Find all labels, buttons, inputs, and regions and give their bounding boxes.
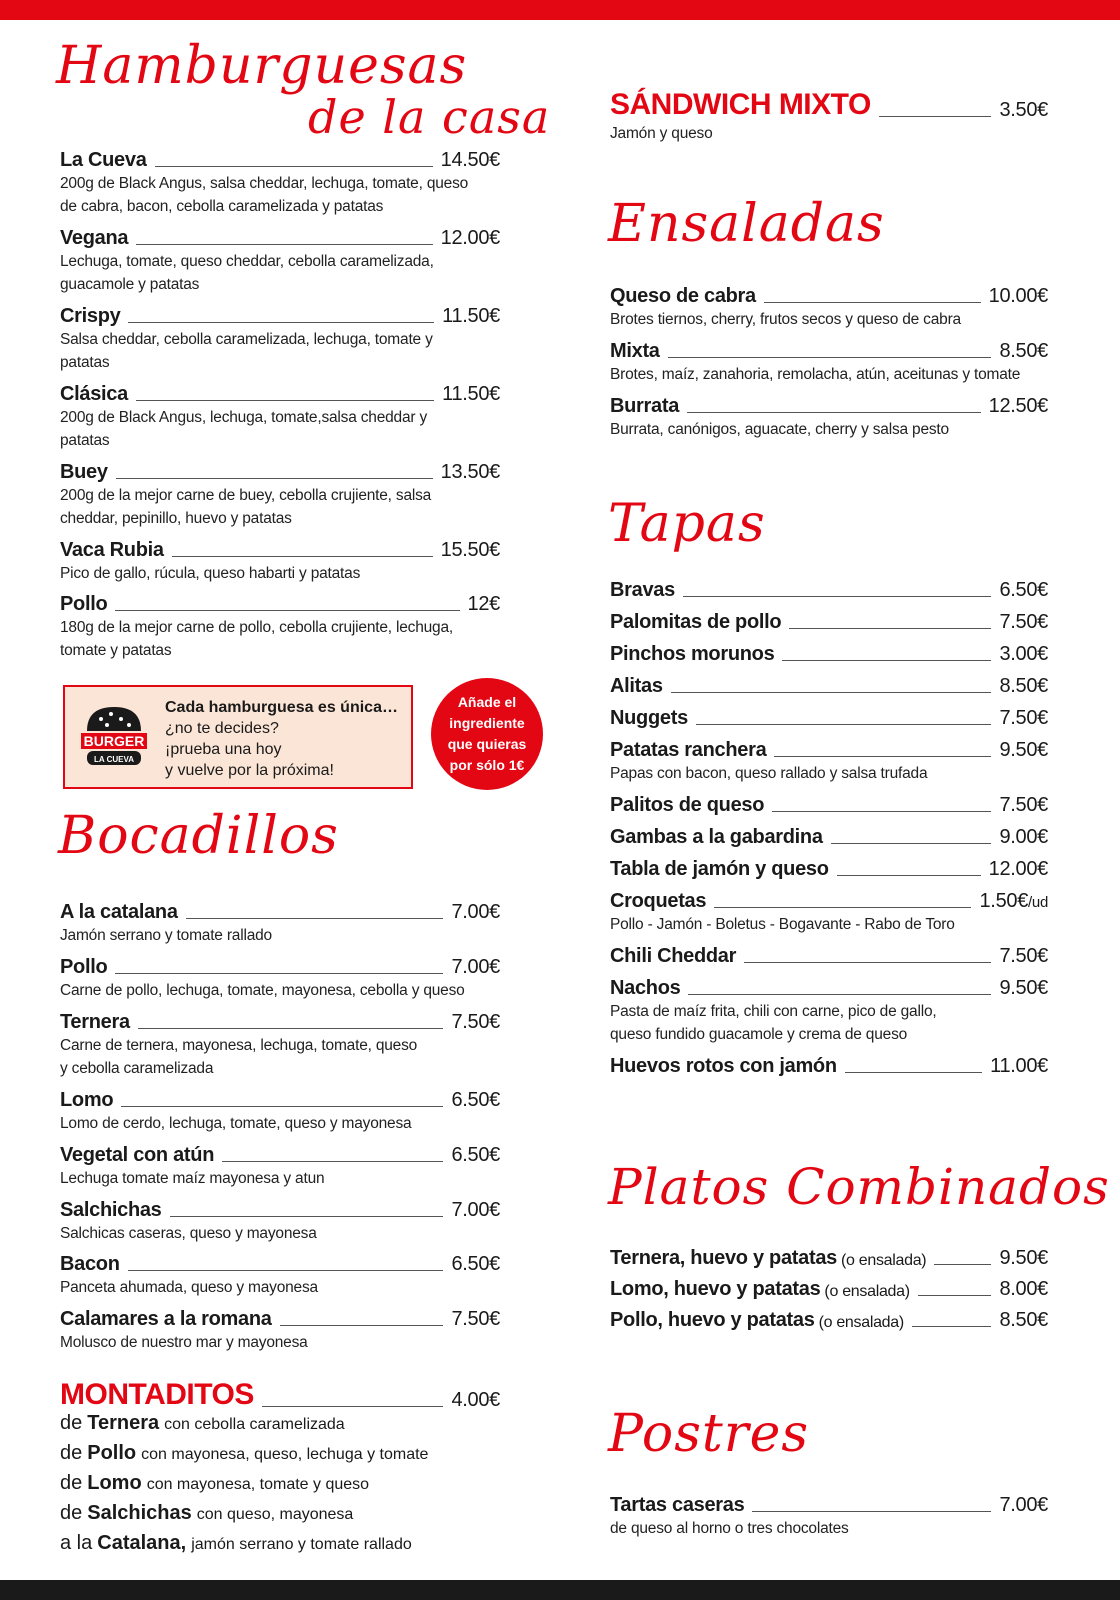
leader-line [934, 1264, 991, 1265]
item-description: y cebolla caramelizada [60, 1060, 214, 1077]
item-name: Queso de cabra [610, 285, 756, 307]
leader-line [280, 1325, 444, 1326]
menu-item [610, 887, 1048, 936]
item-description: Molusco de nuestro mar y mayonesa [60, 1334, 308, 1351]
menu-item-row [60, 590, 500, 616]
menu-item-row [610, 672, 1048, 698]
item-name: Nuggets [610, 707, 688, 729]
promo-text [165, 697, 398, 781]
menu-item-row [610, 791, 1048, 817]
item-price [999, 675, 1048, 698]
item-description: Brotes tiernos, cherry, frutos secos y queso de cabra [610, 311, 961, 328]
menu-item-row [610, 392, 1048, 418]
menu-item [60, 302, 500, 374]
montadito-name: Catalana, [97, 1532, 187, 1554]
item-price [442, 305, 500, 328]
item-price [451, 1011, 500, 1034]
menu-item [60, 953, 500, 1002]
montadito-desc: jamón serrano y tomate rallado [191, 1536, 412, 1553]
menu-item [60, 898, 500, 947]
menu-item-row [60, 1196, 500, 1222]
item-price [999, 826, 1048, 849]
menu-item [610, 1491, 1048, 1540]
sandwich-title: SÁNDWICH MIXTO [610, 88, 871, 121]
leader-line [782, 660, 991, 661]
montadito-line [60, 1442, 428, 1465]
item-price [441, 461, 500, 484]
menu-item [610, 1275, 1048, 1301]
item-description: patatas [60, 432, 110, 449]
menu-item [610, 974, 1048, 1046]
item-price [989, 858, 1048, 881]
item-description: Pasta de maíz frita, chili con carne, pico de gallo, [610, 1003, 937, 1020]
price-value: 6.50€ [451, 1253, 500, 1275]
leader-line [696, 724, 992, 725]
item-price [999, 977, 1048, 1000]
item-description: de queso al horno o tres chocolates [610, 1520, 849, 1537]
menu-item [610, 392, 1048, 441]
sandwich-desc: Jamón y queso [610, 125, 713, 142]
item-name: Buey [60, 461, 108, 483]
leader-line [128, 1270, 444, 1271]
leader-line [879, 116, 992, 117]
price-value: 11.50€ [442, 383, 500, 405]
item-name: Vaca Rubia [60, 539, 164, 561]
circle-line: que quieras [447, 736, 527, 752]
menu-item-row [60, 1141, 500, 1167]
price-value: 11.00€ [990, 1055, 1048, 1077]
item-name: Pollo, huevo y patatas [610, 1309, 815, 1331]
item-price [989, 395, 1048, 418]
leader-line [683, 596, 992, 597]
promo-circle-badge [431, 678, 543, 790]
price-value: 7.00€ [999, 1494, 1048, 1516]
item-note: (o ensalada) [840, 1252, 927, 1269]
logo-burger-text: BURGER [83, 733, 145, 749]
leader-line [262, 1406, 444, 1407]
menu-item [610, 337, 1048, 386]
hamburguesas-heading-line2: de la casa [308, 90, 551, 144]
price-value: 7.50€ [451, 1308, 500, 1330]
menu-item [610, 672, 1048, 698]
leader-line [837, 875, 981, 876]
item-name: Lomo, huevo y patatas [610, 1278, 821, 1300]
price-value: 8.00€ [999, 1278, 1048, 1300]
menu-item-row [60, 1305, 500, 1331]
montadito-prefix: de [60, 1472, 83, 1494]
menu-item [60, 458, 500, 530]
item-note: (o ensalada) [824, 1283, 910, 1300]
item-description: Salchicas caseras, queso y mayonesa [60, 1225, 317, 1242]
menu-item-row [60, 1250, 500, 1276]
leader-line [121, 1106, 443, 1107]
item-description: Papas con bacon, queso rallado y salsa trufada [610, 765, 928, 782]
price-value: 6.50€ [451, 1089, 500, 1111]
menu-item [610, 1306, 1048, 1332]
item-name: Crispy [60, 305, 121, 327]
logo-cueva-text: LA CUEVA [94, 755, 134, 764]
hamburguesas-heading-line1: Hamburguesas [56, 36, 468, 96]
leader-line [138, 1028, 444, 1029]
menu-item-row [610, 887, 1048, 913]
leader-line [714, 907, 971, 908]
leader-line [752, 1511, 991, 1512]
menu-item [60, 536, 500, 585]
item-description: 200g de Black Angus, salsa cheddar, lechuga, tomate, queso [60, 175, 469, 192]
leader-line [128, 322, 434, 323]
menu-item-row [610, 337, 1048, 363]
price-value: 7.00€ [451, 901, 500, 923]
price-value: 13.50€ [440, 461, 500, 483]
item-name: A la catalana [60, 901, 178, 923]
item-price [999, 945, 1048, 968]
item-description: Burrata, canónigos, aguacate, cherry y salsa pesto [610, 421, 949, 438]
item-name: Vegana [60, 227, 129, 249]
price-value: 9.50€ [999, 977, 1048, 999]
montadito-desc: con queso, mayonesa [196, 1506, 354, 1523]
menu-item-row [610, 974, 1048, 1000]
item-name: Tabla de jamón y queso [610, 858, 829, 880]
leader-line [172, 556, 433, 557]
leader-line [774, 756, 991, 757]
price-value: 7.00€ [451, 1199, 500, 1221]
item-description: 200g de la mejor carne de buey, cebolla crujiente, salsa [60, 487, 432, 504]
menu-item-row [610, 942, 1048, 968]
item-price [999, 1309, 1048, 1332]
price-value: 8.50€ [999, 675, 1048, 697]
montadito-prefix: de [60, 1442, 83, 1464]
menu-item [60, 1305, 500, 1354]
item-description: Salsa cheddar, cebolla caramelizada, lechuga, tomate y [60, 331, 433, 348]
item-name: Palitos de queso [610, 794, 765, 816]
item-name: Calamares a la romana [60, 1308, 272, 1330]
leader-line [688, 994, 991, 995]
leader-line [764, 302, 981, 303]
menu-item [60, 1008, 500, 1080]
menu-item-row [60, 302, 500, 328]
item-description: Carne de ternera, mayonesa, lechuga, tomate, queso [60, 1037, 418, 1054]
menu-item-row [610, 640, 1048, 666]
price-value: 7.50€ [451, 1011, 500, 1033]
item-name: Pollo [60, 593, 108, 615]
item-name: Patatas ranchera [610, 739, 767, 761]
montaditos-title: MONTADITOS [60, 1378, 254, 1411]
item-description: queso fundido guacamole y crema de queso [610, 1026, 908, 1043]
sandwich-item [610, 90, 1048, 145]
montadito-desc: con mayonesa, tomate y queso [146, 1476, 370, 1493]
leader-line [687, 412, 981, 413]
item-name: Ternera [60, 1011, 130, 1033]
item-name: Gambas a la gabardina [610, 826, 823, 848]
menu-item-row [60, 1086, 500, 1112]
item-price [999, 739, 1048, 762]
item-description: patatas [60, 354, 110, 371]
price-value: 8.50€ [999, 1309, 1048, 1331]
postres-heading: Postres [608, 1404, 810, 1464]
item-name: Ternera, huevo y patatas [610, 1247, 837, 1269]
menu-item [610, 791, 1048, 817]
item-price [451, 1144, 500, 1167]
circle-line: Añade el [457, 694, 517, 710]
price-value: 7.50€ [999, 611, 1048, 633]
item-name: Croquetas [610, 890, 707, 912]
menu-item-row [610, 704, 1048, 730]
menu-item-row [610, 576, 1048, 602]
item-name: Nachos [610, 977, 681, 999]
item-name: Pinchos morunos [610, 643, 775, 665]
item-price [999, 1278, 1048, 1301]
menu-item [610, 576, 1048, 602]
leader-line [845, 1072, 982, 1073]
menu-item-row [610, 608, 1048, 634]
item-name: Alitas [610, 675, 663, 697]
promo-box [63, 685, 413, 789]
menu-item [60, 1250, 500, 1299]
item-price [999, 643, 1048, 666]
price-value: 9.50€ [999, 739, 1048, 761]
price-value: 3.00€ [999, 643, 1048, 665]
menu-item-row [610, 1275, 1048, 1301]
promo-line: Cada hamburguesa es única… [165, 699, 398, 716]
price-value: 7.00€ [451, 956, 500, 978]
montadito-line [60, 1412, 345, 1435]
item-price [451, 1199, 500, 1222]
menu-item-row [60, 380, 500, 406]
menu-item-row [610, 823, 1048, 849]
price-value: 12.00€ [988, 858, 1048, 880]
item-name: Huevos rotos con jamón [610, 1055, 837, 1077]
item-price [441, 227, 500, 250]
montadito-line [60, 1532, 412, 1555]
montadito-prefix: de [60, 1412, 83, 1434]
promo-line: ¿no te decides? [165, 720, 279, 737]
item-description: guacamole y patatas [60, 276, 200, 293]
menu-item [610, 823, 1048, 849]
price-value: 12€ [467, 593, 500, 615]
montadito-name: Pollo [87, 1442, 137, 1464]
item-name: Tartas caseras [610, 1494, 745, 1516]
item-description: Jamón serrano y tomate rallado [60, 927, 272, 944]
tapas-heading: Tapas [608, 494, 766, 554]
leader-line [155, 166, 433, 167]
montadito-prefix: de [60, 1502, 83, 1524]
item-name: Clásica [60, 383, 128, 405]
price-value: 14.50€ [440, 149, 500, 171]
leader-line [668, 357, 992, 358]
leader-line [186, 918, 444, 919]
item-price [989, 285, 1048, 308]
item-description: Lomo de cerdo, lechuga, tomate, queso y mayonesa [60, 1115, 412, 1132]
leader-line [116, 478, 433, 479]
item-name: Chili Cheddar [610, 945, 737, 967]
item-description: Carne de pollo, lechuga, tomate, mayonesa, cebolla y queso [60, 982, 465, 999]
item-price [451, 1253, 500, 1276]
menu-item-row [60, 898, 500, 924]
menu-item-row [610, 855, 1048, 881]
montadito-prefix: a la [60, 1532, 93, 1554]
menu-item-row [60, 536, 500, 562]
leader-line [115, 610, 459, 611]
menu-item [60, 1086, 500, 1135]
menu-item [610, 855, 1048, 881]
menu-item [60, 1141, 500, 1190]
circle-line: por sólo 1€ [449, 757, 525, 773]
item-price [451, 1308, 500, 1331]
price-value: 6.50€ [999, 579, 1048, 601]
item-description: Brotes, maíz, zanahoria, remolacha, atún, aceitunas y tomate [610, 366, 1021, 383]
item-price [999, 579, 1048, 602]
item-price [990, 1055, 1048, 1078]
item-price [451, 956, 500, 979]
item-name: Pollo [60, 956, 108, 978]
price-value: 9.50€ [999, 1247, 1048, 1269]
item-name: Salchichas [60, 1199, 162, 1221]
item-description: Pollo - Jamón - Boletus - Bogavante - Rabo de Toro [610, 916, 955, 933]
item-note: (o ensalada) [818, 1314, 904, 1331]
item-price [468, 593, 500, 616]
menu-item-row [60, 458, 500, 484]
leader-line [170, 1216, 444, 1217]
item-name: Vegetal con atún [60, 1144, 215, 1166]
leader-line [136, 244, 432, 245]
item-name: Burrata [610, 395, 680, 417]
bottom-black-bar [0, 1580, 1120, 1600]
menu-item [610, 1052, 1048, 1078]
menu-item [610, 608, 1048, 634]
montadito-name: Ternera [87, 1412, 160, 1434]
price-unit: /ud [1028, 894, 1048, 911]
burger-logo-icon [79, 701, 149, 775]
item-name: Mixta [610, 340, 660, 362]
item-name: Palomitas de pollo [610, 611, 782, 633]
price-value: 7.50€ [999, 794, 1048, 816]
menu-item-row [60, 146, 500, 172]
item-description: cheddar, pepinillo, huevo y patatas [60, 510, 292, 527]
price-value: 8.50€ [999, 340, 1048, 362]
item-price [441, 539, 500, 562]
leader-line [222, 1161, 443, 1162]
montadito-desc: con mayonesa, queso, lechuga y tomate [141, 1446, 429, 1463]
item-description: Lechuga tomate maíz mayonesa y atun [60, 1170, 325, 1187]
menu-item-row [610, 1052, 1048, 1078]
item-price [999, 1247, 1048, 1270]
item-price [451, 1089, 500, 1112]
item-price [999, 1494, 1048, 1517]
price-value: 11.50€ [442, 305, 500, 327]
circle-line: ingrediente [449, 715, 525, 731]
price-value: 15.50€ [440, 539, 500, 561]
montadito-name: Lomo [87, 1472, 142, 1494]
item-description: 200g de Black Angus, lechuga, tomate,salsa cheddar y [60, 409, 428, 426]
platos-heading: Platos Combinados [608, 1158, 1110, 1216]
menu-item-row [610, 1306, 1048, 1332]
price-value: 12.50€ [988, 395, 1048, 417]
menu-item [610, 1244, 1048, 1270]
menu-item-row [60, 953, 500, 979]
sandwich-price: 3.50€ [999, 99, 1048, 121]
price-value: 10.00€ [988, 285, 1048, 307]
menu-item-row [610, 736, 1048, 762]
item-price [999, 611, 1048, 634]
item-price [451, 901, 500, 924]
price-value: 1.50€ [979, 890, 1029, 912]
menu-item [610, 282, 1048, 331]
price-value: 12.00€ [440, 227, 500, 249]
menu-item [60, 224, 500, 296]
montadito-desc: con cebolla caramelizada [164, 1416, 345, 1433]
item-description: 180g de la mejor carne de pollo, cebolla crujiente, lechuga, [60, 619, 453, 636]
item-name: Lomo [60, 1089, 114, 1111]
leader-line [136, 400, 434, 401]
menu-item-row [610, 282, 1048, 308]
montadito-line [60, 1472, 369, 1495]
item-price [999, 794, 1048, 817]
leader-line [912, 1326, 992, 1327]
leader-line [789, 628, 991, 629]
montaditos-price: 4.00€ [451, 1389, 500, 1411]
promo-line: ¡prueba una hoy [165, 741, 282, 758]
leader-line [115, 973, 443, 974]
price-value: 6.50€ [451, 1144, 500, 1166]
promo-line: y vuelve por la próxima! [165, 762, 334, 779]
price-value: 9.00€ [999, 826, 1048, 848]
item-description: tomate y patatas [60, 642, 172, 659]
price-value: 7.50€ [999, 707, 1048, 729]
menu-item-row [60, 1008, 500, 1034]
item-price [999, 707, 1048, 730]
item-price [979, 890, 1048, 913]
price-value: 7.50€ [999, 945, 1048, 967]
item-price [442, 383, 500, 406]
item-description: Pico de gallo, rúcula, queso habarti y patatas [60, 565, 361, 582]
menu-item [610, 736, 1048, 785]
montadito-name: Salchichas [87, 1502, 192, 1524]
top-red-bar [0, 0, 1120, 20]
leader-line [671, 692, 992, 693]
item-description: Panceta ahumada, queso y mayonesa [60, 1279, 318, 1296]
menu-item [610, 704, 1048, 730]
item-name: Bravas [610, 579, 675, 601]
item-name: La Cueva [60, 149, 147, 171]
menu-item [60, 590, 500, 662]
leader-line [918, 1295, 992, 1296]
leader-line [772, 811, 991, 812]
item-price [441, 149, 500, 172]
montaditos-header [60, 1380, 500, 1412]
menu-item-row [610, 1244, 1048, 1270]
menu-item-row [610, 1491, 1048, 1517]
menu-item [60, 1196, 500, 1245]
item-price [999, 340, 1048, 363]
montadito-line [60, 1502, 353, 1525]
menu-item [60, 146, 500, 218]
bocadillos-heading: Bocadillos [58, 806, 339, 866]
ensaladas-heading: Ensaladas [608, 194, 885, 254]
leader-line [831, 843, 992, 844]
menu-item [60, 380, 500, 452]
item-name: Bacon [60, 1253, 120, 1275]
item-description: de cabra, bacon, cebolla caramelizada y patatas [60, 198, 384, 215]
menu-item [610, 640, 1048, 666]
menu-item [610, 942, 1048, 968]
menu-item-row [60, 224, 500, 250]
item-description: Lechuga, tomate, queso cheddar, cebolla caramelizada, [60, 253, 434, 270]
leader-line [744, 962, 991, 963]
